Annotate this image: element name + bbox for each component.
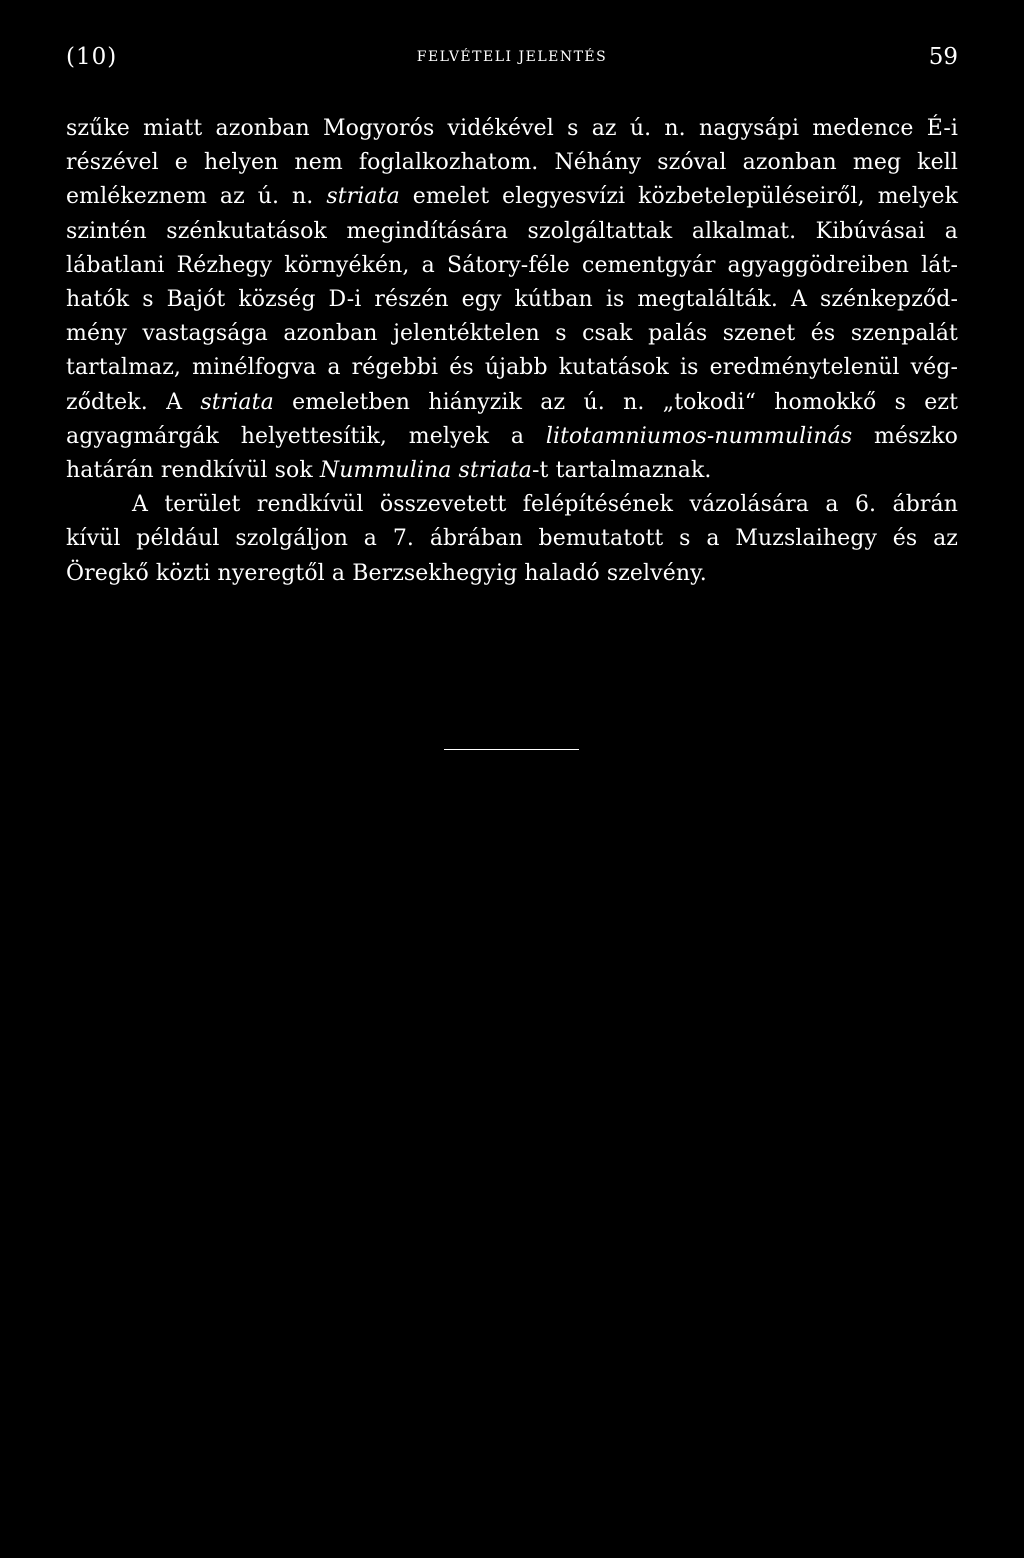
text-line-2: részével e helyen nem foglalkozhatom. Néhány szóval azonban meg kell [66,150,958,176]
page-header [66,44,958,76]
italic-term: striata [326,184,400,210]
italic-term: litotamniumos-nummulinás [545,423,853,449]
text-line-5: lábatlani Rézhegy környékén, a Sátory-féle cementgyár agyaggödreiben lát- [66,252,958,278]
page-number: 59 [928,44,958,70]
text-line-12: A terület rendkívül összevetett felépítésének vázolására a 6. ábrán [132,492,958,518]
text-line-6: hatók s Bajót község D-i részén egy kútban is megtalálták. A szénkepződ- [66,287,958,313]
text-line-8: tartalmaz, minélfogva a régebbi és újabb kutatások is eredménytelenül vég- [66,355,958,381]
italic-term: Nummulina striata [319,458,533,484]
text-line-14: Öregkő közti nyeregtől a Berzsekhegyig haladó szelvény. [66,560,707,586]
text-line-10: agyagmárgák helyettesítik, melyek a litotamniumos-nummulinás mészko [66,423,958,449]
italic-term: striata [200,389,274,415]
text-line-7: mény vastagsága azonban jelentéktelen s csak palás szenet és szenpalát [66,321,958,347]
text-line-9: ződtek. A striata emeletben hiányzik az ú. n. „tokodi“ homokkő s ezt [66,389,959,415]
section-divider [444,749,579,750]
text-line-3: emlékeznem az ú. n. striata emelet elegyesvízi közbetelepüléseiről, melyek [66,184,958,210]
text-line-1: szűke miatt azonban Mogyorós vidékével s az ú. n. nagysápi medence É-i [66,116,958,141]
body-text [66,112,958,591]
page-reference: (10) [66,44,118,70]
text-line-11: határán rendkívül sok Nummulina striata-t tartalmaznak. [66,458,712,484]
text-line-4: szintén szénkutatások megindítására szolgáltattak alkalmat. Kibúvásai a [66,218,958,244]
text-line-13: kívül például szolgáljon a 7. ábrában bemutatott s a Muzslaihegy és az [66,526,958,552]
running-title: FELVÉTELI JELENTÉS [416,49,608,65]
